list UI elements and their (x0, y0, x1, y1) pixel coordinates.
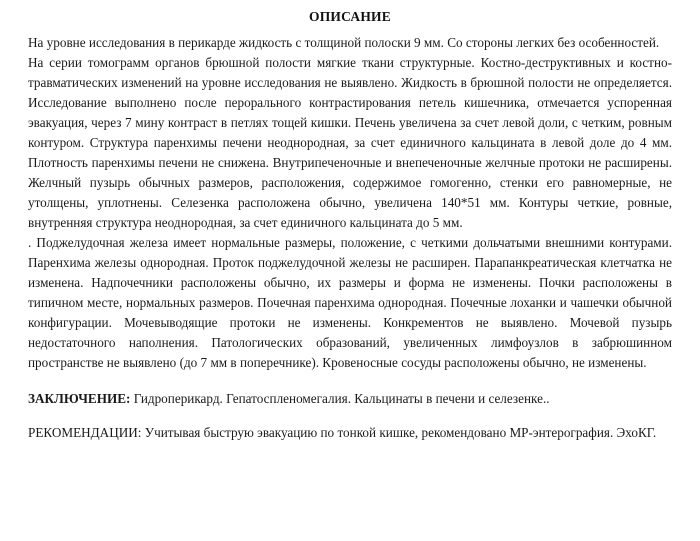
recommendations-paragraph (28, 423, 672, 443)
recommendations-label: РЕКОМЕНДАЦИИ: (28, 425, 142, 440)
paragraph-abdomen-findings: На серии томограмм органов брюшной полости мягкие ткани структурные. Костно-деструктивных и костно-травматических изменений на уровне исследования не выявлено. Жидкость в брюшной полости не определяется. Исследование выполнено после перорального контрастирования петель кишечника, отмечается успоренная эвакуация, через 7 мину контраст в петлях тощей кишки. Печень увеличена за счет левой доли, с четким, ровным контуром. Структура паренхимы печени неоднородная, за счет единичного кальцината в левой доле до 4 мм. Плотность паренхимы печени не снижена. Внутрипеченочные и внепеченочные желчные протоки не расширены. Желчный пузырь обычных размеров, расположения, содержимое гомогенно, стенки его равномерные, не утолщены, уплотнены. Селезенка расположена обычно, увеличена 140*51 мм. Контуры четкие, ровные, внутренняя структура неоднородная, за счет единичного кальцината до 5 мм. (28, 55, 672, 230)
conclusion-label: ЗАКЛЮЧЕНИЕ: (28, 391, 131, 406)
paragraph-pancreas-kidneys: . Поджелудочная железа имеет нормальные размеры, положение, с четкими дольчатыми внешними контурами. Паренхима железы однородная. Проток поджелудочной железы не расширен. Парапанкреатическая клетчатка не изменена. Надпочечники расположены обычно, их размеры и форма не изменены. Почки расположены в типичном месте, нормальных размеров. Почечная паренхима однородная. Почечные лоханки и чашечки обычной конфигурации. Мочевыводящие протоки не изменены. Конкрементов не выявлено. Мочевой пузырь недостаточного наполнения. Патологических образований, увеличенных лимфоузлов в забрюшинном пространстве не выявлено (до 7 мм в поперечнике). Кровеносные сосуды расположены обычно, не изменены. (28, 235, 672, 370)
conclusion-text: Гидроперикард. Гепатоспленомегалия. Кальцинаты в печени и селезенке.. (130, 391, 550, 406)
report-body (28, 33, 672, 443)
page-title: ОПИСАНИЕ (309, 9, 391, 24)
recommendations-text: Учитывая быструю эвакуацию по тонкой кишке, рекомендовано МР-энтерография. ЭхоКГ. (141, 425, 657, 440)
paragraph-pericardium: На уровне исследования в перикарде жидкость с толщиной полоски 9 мм. Со стороны легких без особенностей. (28, 35, 660, 50)
conclusion-paragraph (28, 389, 672, 409)
